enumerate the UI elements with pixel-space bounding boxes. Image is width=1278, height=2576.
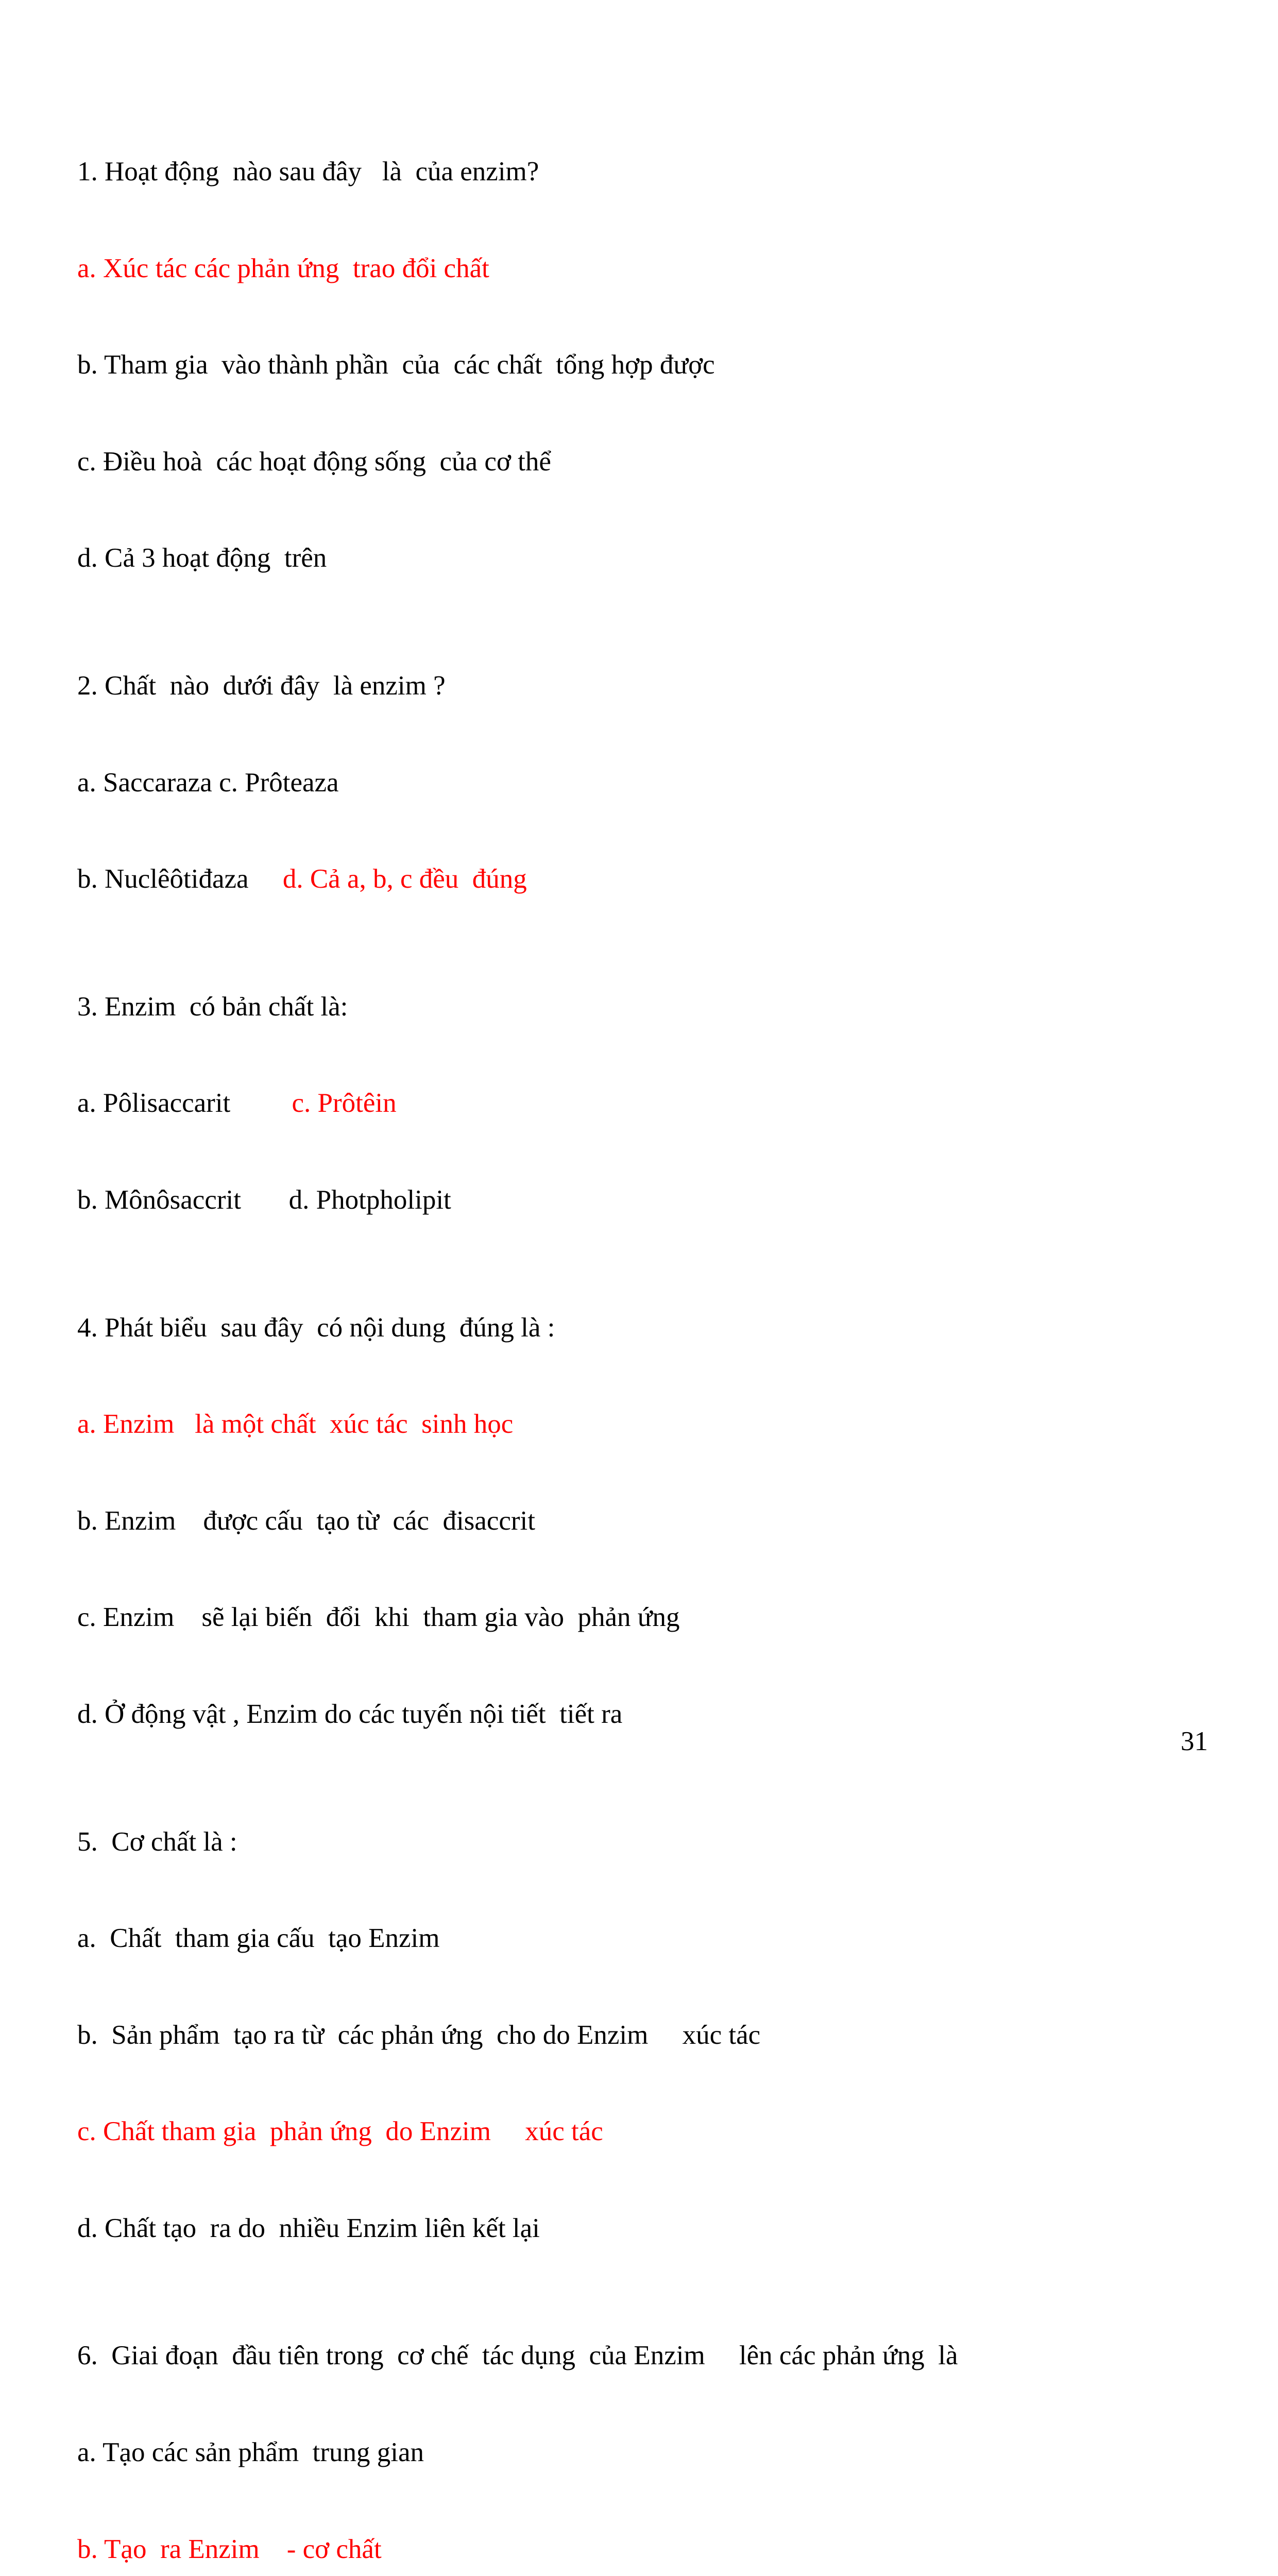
q4-option-c: c. Enzim sẽ lại biến đổi khi tham gia vào phản ứng bbox=[77, 1602, 680, 1633]
q2-options-a-c: a. Saccaraza c. Prôteaza bbox=[77, 767, 339, 798]
q2-option-d-answer: d. Cả a, b, c đều đúng bbox=[282, 864, 527, 894]
q3-options-a-c bbox=[77, 1086, 1227, 1121]
q2-question: 2. Chất nào dưới đây là enzim ? bbox=[77, 670, 446, 701]
q1-question: 1. Hoạt động nào sau đây là của enzim? bbox=[77, 157, 539, 187]
q4-option-b: b. Enzim được cấu tạo từ các đisaccrit bbox=[77, 1505, 535, 1536]
q2-option-b: b. Nuclêôtiđaza bbox=[77, 864, 283, 894]
q6-option-a: a. Tạo các sản phẩm trung gian bbox=[77, 2437, 424, 2468]
q3-option-c-answer: c. Prôtêin bbox=[292, 1088, 397, 1118]
q1-option-d: d. Cả 3 hoạt động trên bbox=[77, 543, 327, 573]
q1-option-a-answer: a. Xúc tác các phản ứng trao đổi chất bbox=[77, 253, 489, 283]
quiz-page bbox=[77, 93, 1227, 2576]
q2-options-b-d bbox=[77, 862, 1227, 897]
q3-option-a: a. Pôlisaccarit bbox=[77, 1088, 292, 1118]
q4-option-d: d. Ở động vật , Enzim do các tuyến nội tiết tiết ra bbox=[77, 1699, 623, 1729]
q5-option-a: a. Chất tham gia cấu tạo Enzim bbox=[77, 1923, 440, 1954]
q5-option-d: d. Chất tạo ra do nhiều Enzim liên kết lại bbox=[77, 2213, 540, 2243]
q3-options-b-d: b. Mônôsaccrit d. Photpholipit bbox=[77, 1184, 451, 1215]
q1-option-c: c. Điều hoà các hoạt động sống của cơ thể bbox=[77, 446, 551, 477]
q5-option-c-answer: c. Chất tham gia phản ứng do Enzim xúc tác bbox=[77, 2116, 603, 2147]
q3-question: 3. Enzim có bản chất là: bbox=[77, 991, 348, 1022]
q6-question: 6. Giai đoạn đầu tiên trong cơ chế tác dụng của Enzim lên các phản ứng là bbox=[77, 2341, 958, 2371]
q6-option-b-answer: b. Tạo ra Enzim - cơ chất bbox=[77, 2534, 382, 2564]
q5-option-b: b. Sản phẩm tạo ra từ các phản ứng cho do Enzim xúc tác bbox=[77, 2020, 761, 2050]
q1-option-b: b. Tham gia vào thành phần của các chất tổng hợp được bbox=[77, 350, 715, 380]
page-number: 31 bbox=[1181, 1726, 1208, 1756]
q4-option-a-answer: a. Enzim là một chất xúc tác sinh học bbox=[77, 1409, 514, 1439]
q4-question: 4. Phát biểu sau đây có nội dung đúng là : bbox=[77, 1312, 555, 1343]
q5-question: 5. Cơ chất là : bbox=[77, 1826, 237, 1857]
